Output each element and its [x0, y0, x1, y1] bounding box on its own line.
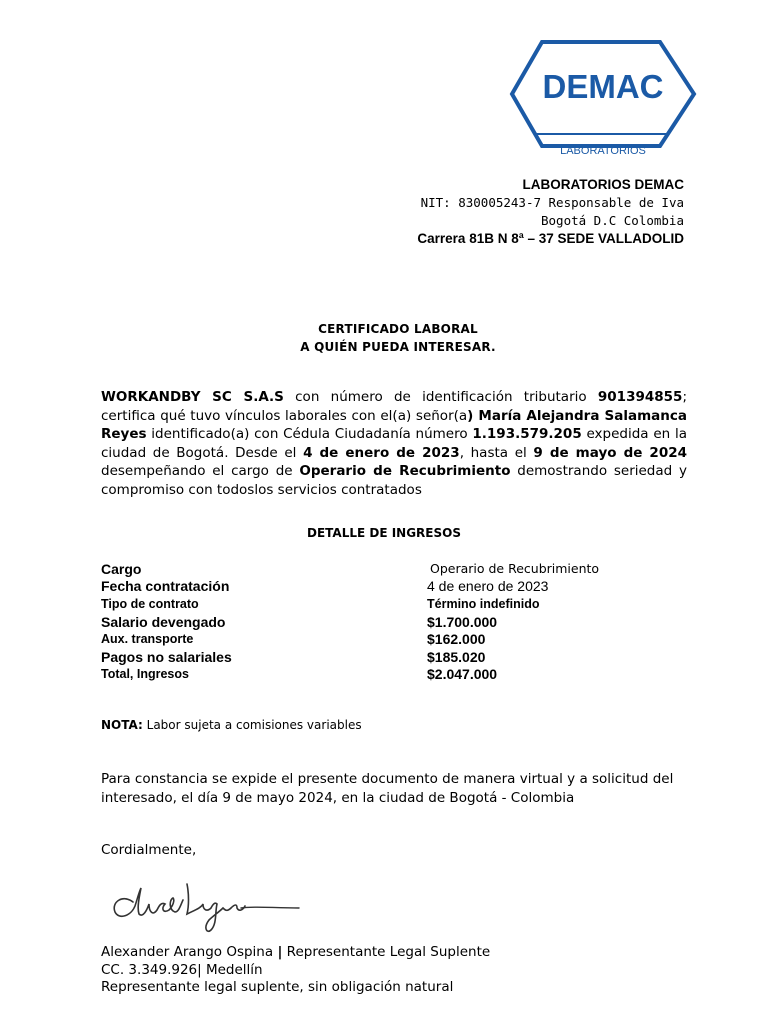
signer-name: Alexander Arango Ospina	[101, 944, 274, 960]
certificate-subtitle: A QUIÉN PUEDA INTERESAR.	[300, 340, 496, 354]
position: Operario de Recubrimiento	[299, 463, 511, 479]
income-detail-table	[101, 560, 691, 683]
body-text-3: identificado(a) con Cédula Ciudadanía número	[146, 426, 473, 442]
logo-sub-text: LABORATORIOS	[560, 145, 646, 157]
detail-row-cargo	[101, 560, 691, 578]
company-name: LABORATORIOS DEMAC	[522, 177, 684, 192]
handwritten-signature	[103, 864, 311, 942]
signer-block	[101, 944, 490, 997]
note-label: NOTA:	[101, 718, 143, 732]
logo-brand-text: DEMAC	[542, 68, 664, 105]
body-text-2: ; certifica qué tuvo vínculos laborales con el(a) señor(a	[101, 389, 687, 424]
detail-row-fecha	[101, 578, 691, 596]
signature-stroke-3	[241, 907, 299, 908]
detail-label: Cargo	[101, 560, 142, 577]
greeting: Cordialmente,	[101, 842, 197, 858]
signature-stroke-2	[187, 884, 245, 931]
end-date: 9 de mayo de 2024	[533, 444, 687, 461]
certificate-body	[101, 388, 687, 499]
note	[101, 718, 362, 732]
employer-nit: 901394855	[597, 389, 683, 405]
detail-value: $162.000	[427, 631, 486, 648]
employee-name: ) María Alejandra Salamanca Reyes	[101, 407, 687, 442]
signer-line-1	[101, 944, 490, 962]
certificate-heading	[0, 320, 768, 356]
signer-id: CC. 3.349.926| Medellín	[101, 961, 263, 978]
detail-label: Salario devengado	[101, 613, 226, 630]
company-logo	[508, 38, 698, 160]
employer-name: WORKANDBY SC S.A.S	[101, 389, 284, 405]
start-date: 4 de enero de 2023	[303, 444, 460, 461]
detail-row-transporte	[101, 630, 691, 648]
body-text-1: con número de identificación tributario	[283, 389, 598, 405]
detail-value: Término indefinido	[427, 596, 540, 611]
detail-title: DETALLE DE INGRESOS	[307, 526, 461, 540]
closing-paragraph: Para constancia se expide el presente documento de manera virtual y a solicitud del interesado, el día 9 de mayo 2024, en la ciudad de Bogotá - Colombia	[101, 771, 674, 806]
detail-value: $2.047.000	[427, 666, 498, 683]
body-text-6: desempeñando el cargo de	[101, 463, 300, 479]
demac-logo-graphic	[508, 38, 698, 160]
detail-value: $185.020	[427, 648, 486, 665]
detail-row-salario	[101, 613, 691, 631]
employee-id: 1.193.579.205	[472, 426, 582, 442]
detail-row-no-salariales	[101, 648, 691, 666]
signer-separator: |	[277, 944, 283, 960]
detail-label: Fecha contratación	[101, 578, 230, 595]
detail-value: Operario de Recubrimiento	[430, 561, 600, 577]
signature-stroke-1	[114, 888, 183, 916]
detail-label: Total, Ingresos	[101, 667, 189, 682]
company-city: Bogotá D.C Colombia	[541, 213, 684, 228]
company-address: Carrera 81B N 8ª – 37 SEDE VALLADOLID	[417, 231, 684, 246]
body-text-5: , hasta el	[459, 444, 534, 461]
detail-label: Tipo de contrato	[101, 596, 199, 611]
detail-row-total	[101, 666, 691, 684]
detail-value: $1.700.000	[427, 613, 498, 630]
certificate-title: CERTIFICADO LABORAL	[318, 322, 478, 336]
detail-label: Aux. transporte	[101, 632, 194, 647]
signer-role: Representante Legal Suplente	[282, 944, 491, 960]
company-nit: NIT: 830005243-7 Responsable de Iva	[420, 195, 684, 210]
body-text-4: expedida en la ciudad de Bogotá. Desde el	[101, 426, 687, 461]
note-text: Labor sujeta a comisiones variables	[142, 718, 362, 732]
detail-row-tipo	[101, 595, 691, 613]
signature-image	[103, 864, 311, 942]
detail-value: 4 de enero de 2023	[427, 578, 549, 595]
body-text-7: demostrando seriedad y compromiso con todoslos servicios contratados	[101, 463, 687, 498]
detail-label: Pagos no salariales	[101, 648, 232, 665]
signer-note: Representante legal suplente, sin obligación natural	[101, 979, 454, 995]
company-header	[417, 176, 684, 248]
